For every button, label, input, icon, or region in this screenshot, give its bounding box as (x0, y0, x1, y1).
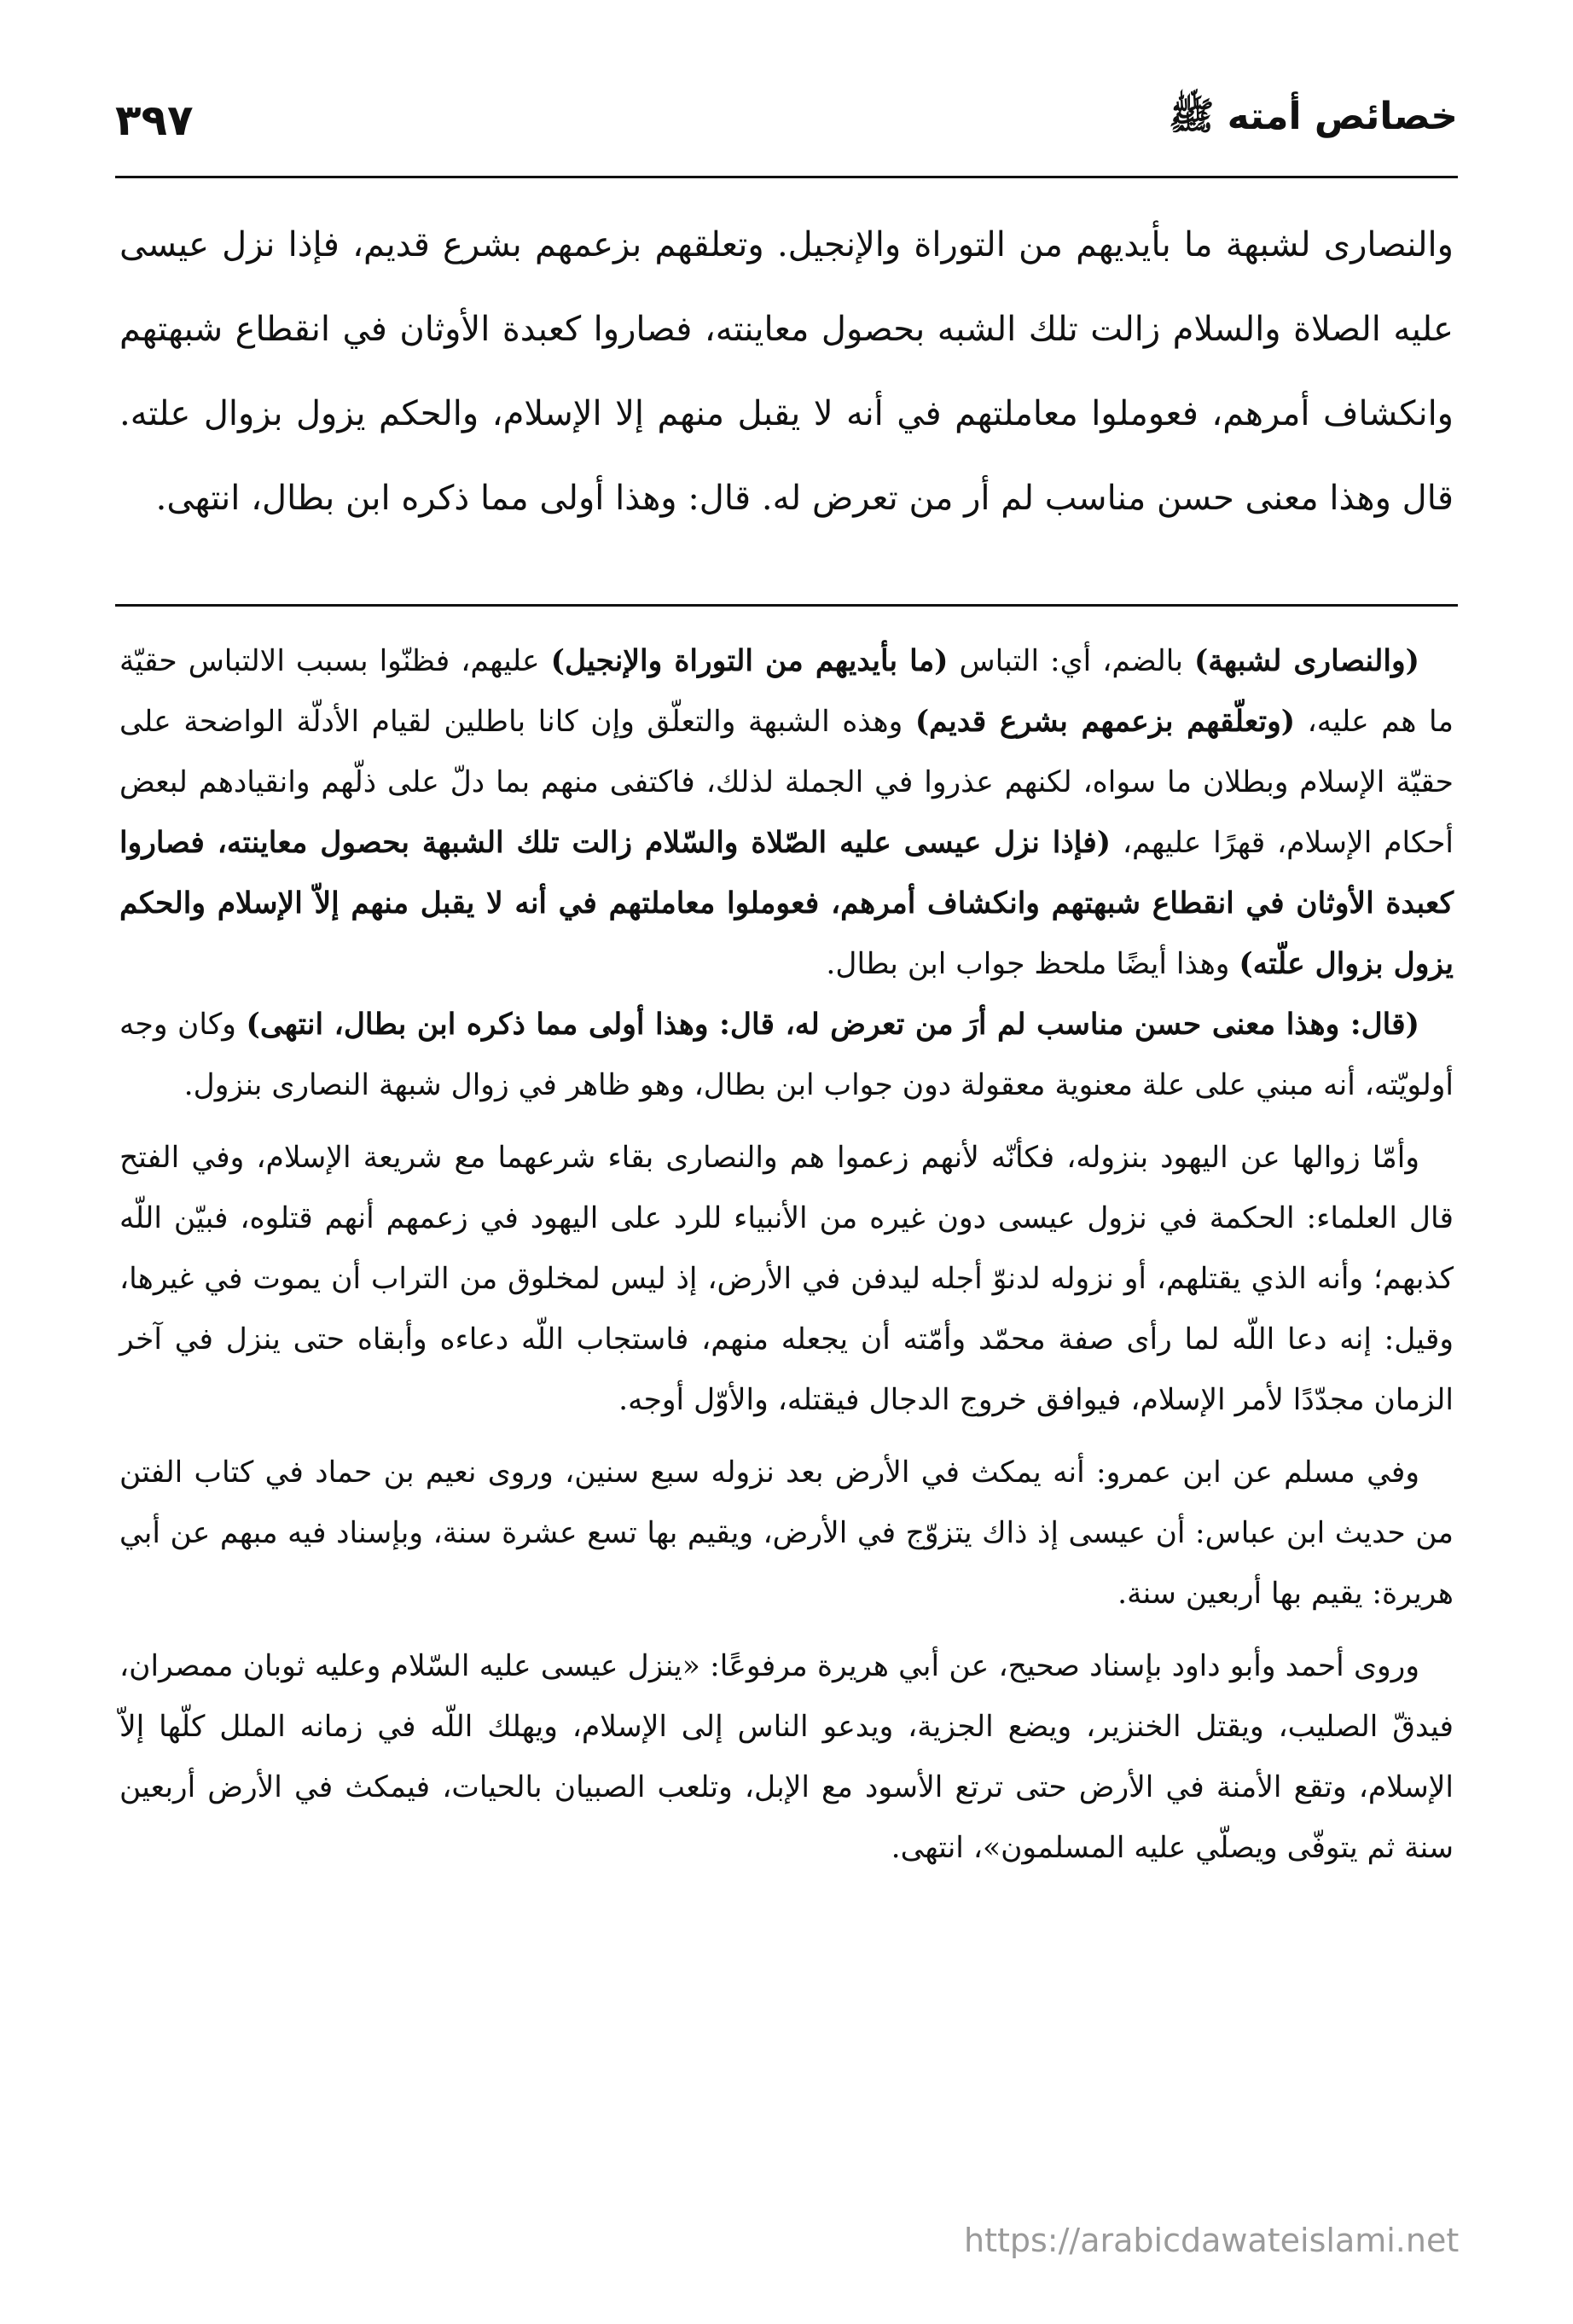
commentary-paragraph: وروى أحمد وأبو داود بإسناد صحيح، عن أبي هريرة مرفوعًا: «ينزل عيسى عليه السّلام وعليه ثوبان ممصران، فيدقّ الصليب، ويقتل الخنزير، ويضع الجزية، ويدعو الناس إلى الإسلام، ويهلك اللّه في زمانه الملل كلّها إلاّ الإسلام، وتقع الأمنة في الأرض حتى ترتع الأسود مع الإبل، وتلعب الصبيان بالحيات، فيمكث في الأرض أربعين سنة ثم يتوفّى ويصلّي عليه المسلمون»، انتهى. (119, 1649, 1454, 1865)
commentary-paragraph (119, 995, 1454, 1116)
main-text: والنصارى لشبهة ما بأيديهم من التوراة والإنجيل. وتعلقهم بزعمهم بشرع قديم، فإذا نزل عيسى عليه الصلاة والسلام زالت تلك الشبه بحصول معاينته، فصاروا كعبدة الأوثان في انقطاع شبهتهم وانكشاف أمرهم، فعوملوا معاملتهم في أنه لا يقبل منهم إلا الإسلام، والحكم يزول بزوال علته. قال وهذا معنى حسن مناسب لم أر من تعرض له. قال: وهذا أولى مما ذكره ابن بطال، انتهى. (119, 225, 1454, 518)
commentary-text: عليهم، فظنّوا بسبب الالتباس حقيّة ما هم عليه، (119, 644, 1454, 739)
commentary-text: بالضم، أي: التباس (948, 644, 1194, 678)
commentary-text: وهذه الشبهة والتعلّق وإن كانا باطلين لقيام الأدلّة الواضحة على حقيّة الإسلام وبطلان ما سواه، لكنهم عذروا في الجملة لذلك، فاكتفى منهم بما دلّ على ذلّهم وانقيادهم لبعض أحكام الإسلام، قهرًا عليهم، (119, 705, 1454, 860)
quoted-text: (والنصارى لشبهة) (1193, 644, 1419, 678)
commentary-divider (115, 604, 1458, 607)
watermark-url: https://arabicdawateislami.net (964, 2222, 1460, 2259)
commentary (119, 631, 1454, 1879)
header-rule (115, 176, 1458, 178)
quoted-text: (قال: وهذا معنى حسن مناسب لم أرَ من تعرض له، قال: وهذا أولى مما ذكره ابن بطال، انتهى) (246, 1008, 1419, 1042)
page-header (115, 90, 1458, 150)
running-title: خصائص أمته ﷺ (1169, 95, 1458, 138)
quoted-text: (ما بأيديهم من التوراة والإنجيل) (550, 644, 949, 678)
commentary-paragraph (119, 631, 1454, 995)
commentary-paragraph: وفي مسلم عن ابن عمرو: أنه يمكث في الأرض بعد نزوله سبع سنين، وروى نعيم بن حماد في كتاب الفتن من حديث ابن عباس: أن عيسى إذ ذاك يتزوّج في الأرض، ويقيم بها تسع عشرة سنة، وبإسناد فيه مبهم عن أبي هريرة: يقيم بها أربعين سنة. (119, 1455, 1454, 1611)
commentary-text: وهذا أيضًا ملحظ جواب ابن بطال. (826, 947, 1239, 981)
quoted-text: (وتعلّقهم بزعمهم بشرع قديم) (914, 705, 1296, 739)
commentary-paragraph: وأمّا زوالها عن اليهود بنزوله، فكأنّه لأنهم زعموا هم والنصارى بقاء شرعهما مع شريعة الإسلام، وفي الفتح قال العلماء: الحكمة في نزول عيسى دون غيره من الأنبياء للرد على اليهود في زعمهم أنهم قتلوه، فبيّن اللّه كذبهم؛ وأنه الذي يقتلهم، أو نزوله لدنوّ أجله ليدفن في الأرض، إذ ليس لمخلوق من التراب أن يموت في غيرها، وقيل: إنه دعا اللّه لما رأى صفة محمّد وأمّته أن يجعله منهم، فاستجاب اللّه دعاءه وأبقاه حتى ينزل في آخر الزمان مجدّدًا لأمر الإسلام، فيوافق خروج الدجال فيقتله، والأوّل أوجه. (119, 1141, 1454, 1417)
commentary-text: وكان وجه أولويّته، أنه مبني على علة معنوية معقولة دون جواب ابن بطال، وهو ظاهر في زوال شبهة النصارى بنزول. (119, 1008, 1454, 1102)
page-number: ٣٩٧ (115, 96, 194, 145)
quoted-text: (فإذا نزل عيسى عليه الصّلاة والسّلام زالت تلك الشبهة بحصول معاينته، فصاروا كعبدة الأوثان في انقطاع شبهتهم وانكشاف أمرهم، فعوملوا معاملتهم في أنه لا يقبل منهم إلاّ الإسلام والحكم يزول بزوال علّته) (119, 826, 1454, 981)
